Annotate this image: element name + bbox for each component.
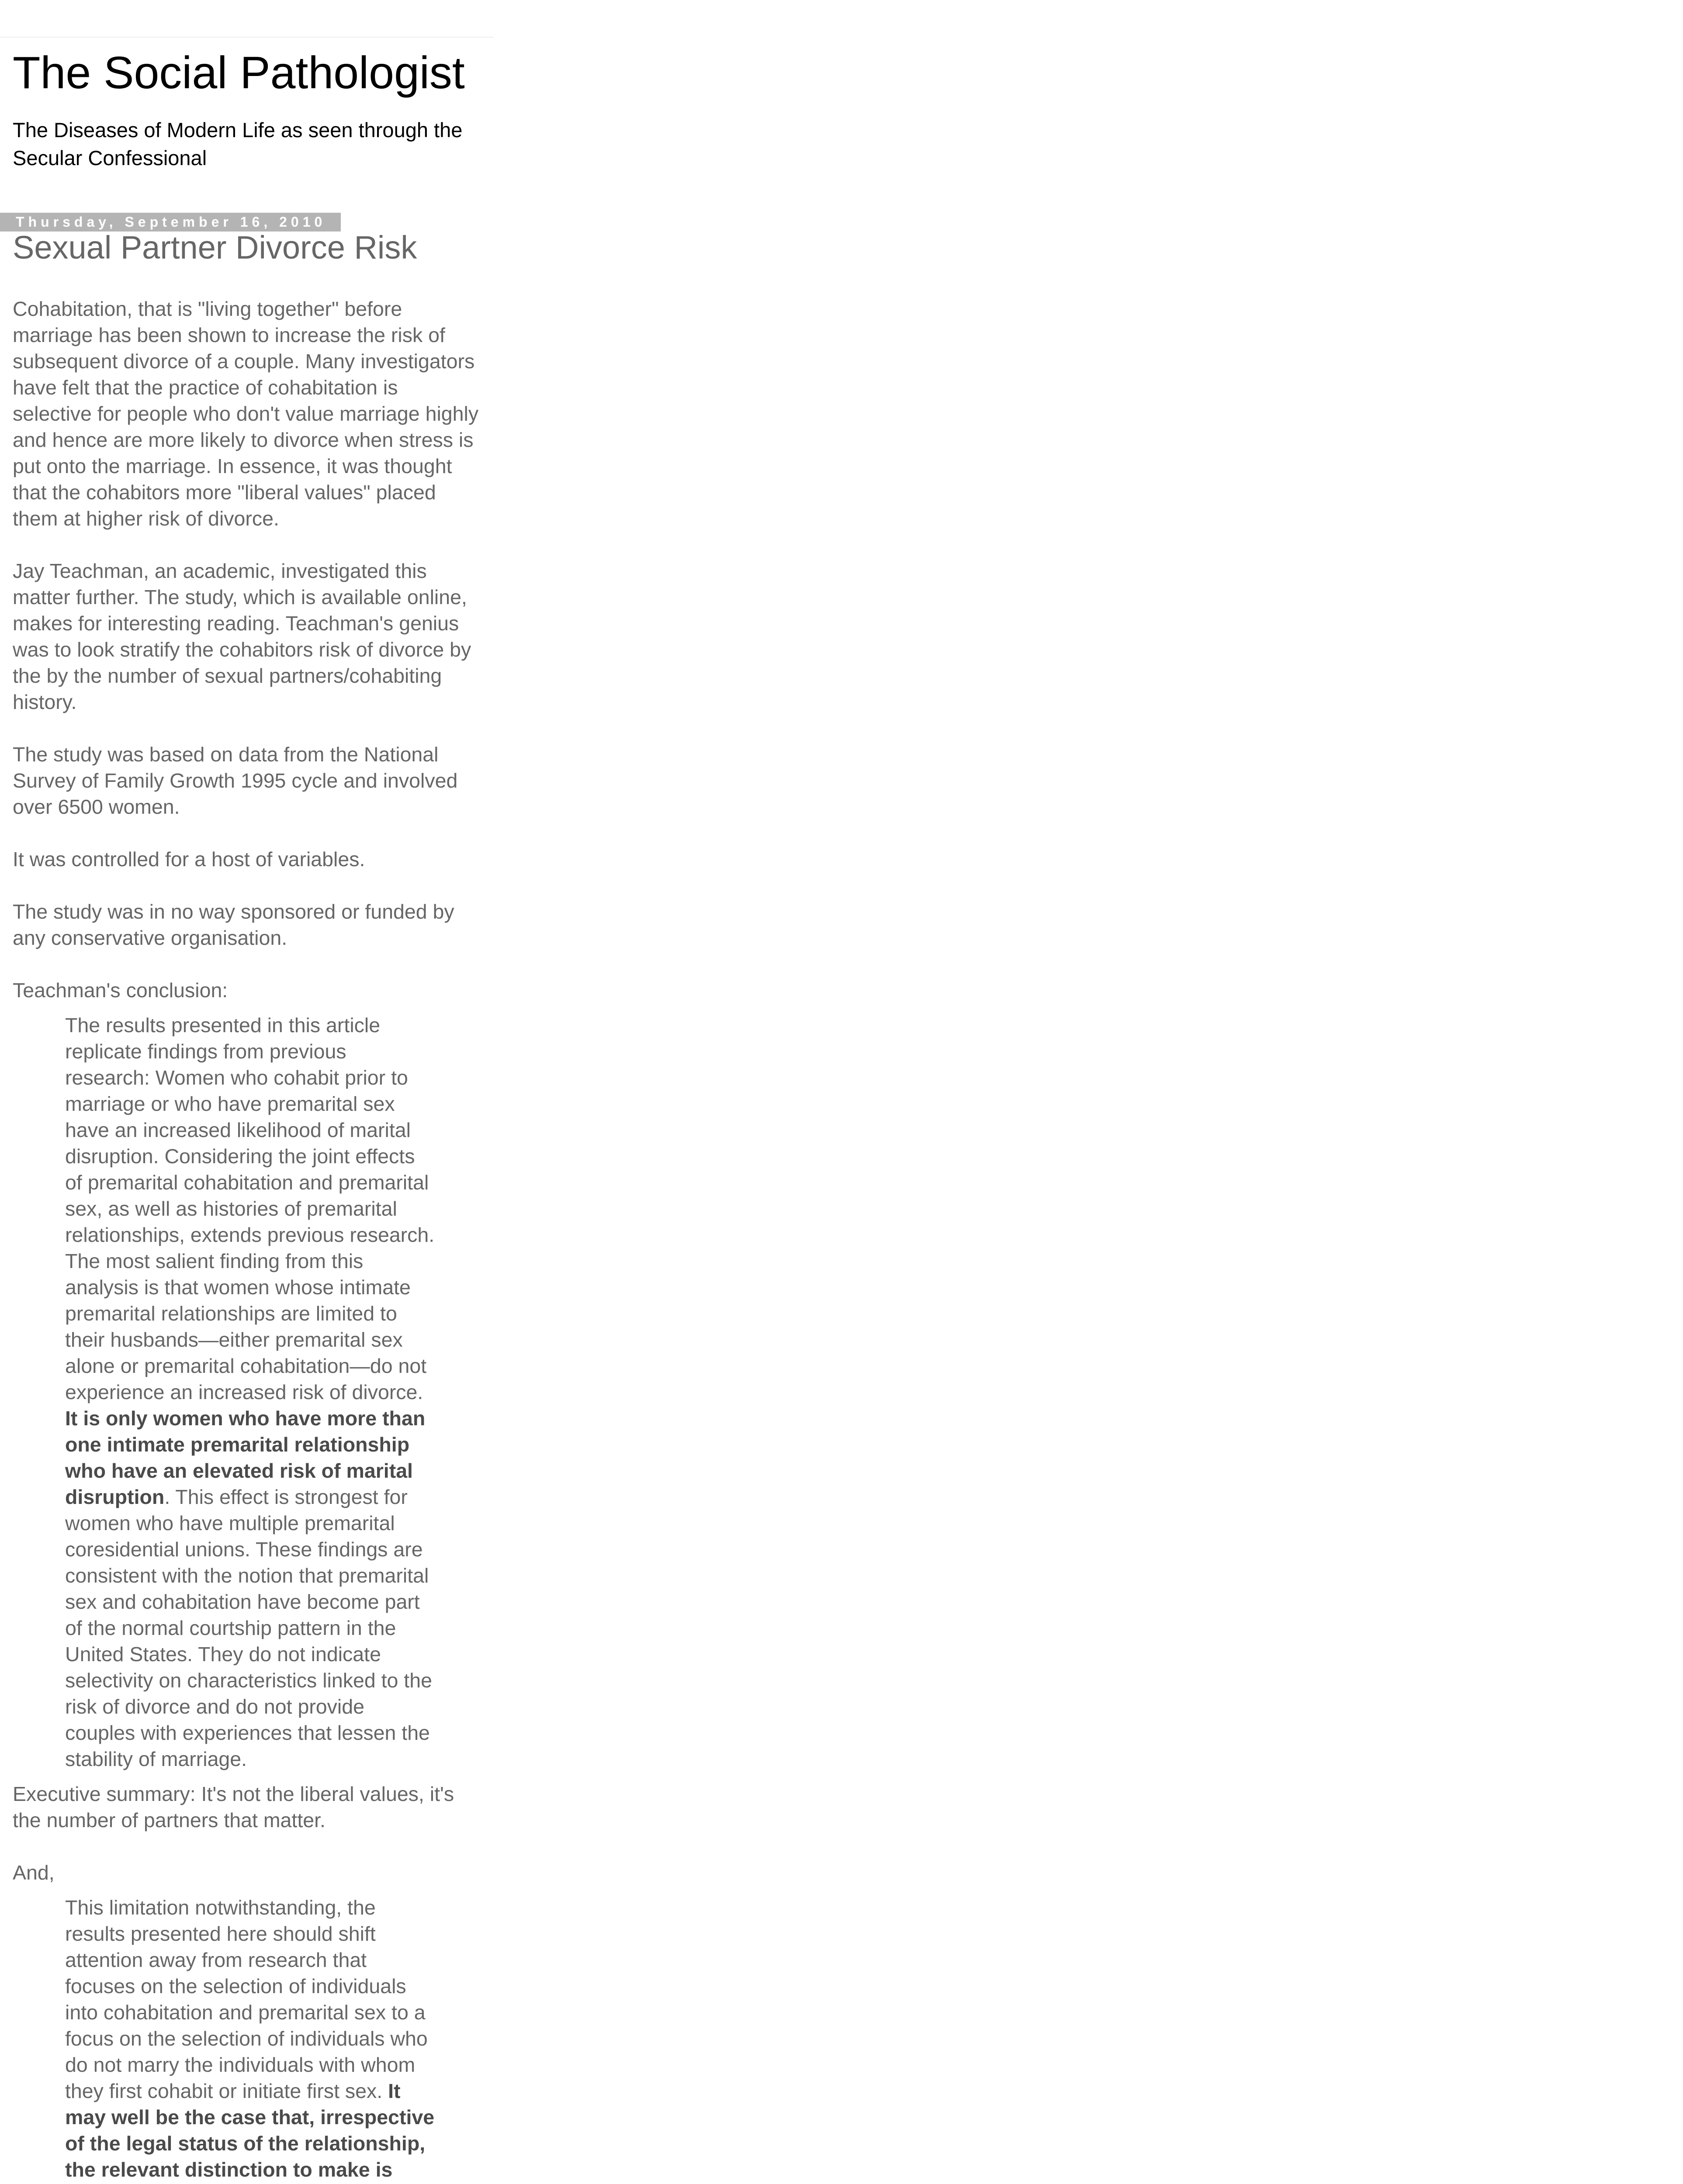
paragraph: Jay Teachman, an academic, investigated this matter further. The study, which is available online, makes for interesting reading. Teachman's genius was to look stratify the cohabitors risk of divorce by the by the number of sexual partners/cohabiting history. xyxy=(13,560,471,713)
quote-text xyxy=(65,1894,436,2184)
quote-text-a: The results presented in this article replicate findings from previous research: Women who cohabit prior to marriage or who have premarital sex have an increased likelihood of marital disruption. Considering the joint effects of premarital cohabitation and premarital sex, as well as histories of premarital relationships, extends previous research. The most salient finding from this analysis is that women whose intimate premarital relationships are limited to their husbands—either premarital sex alone or premarital cohabitation—do not experience an increased risk of divorce. xyxy=(65,1014,435,1403)
quote-text-c: . This effect is strongest for women who have multiple premarital coresidential unions. These findings are consistent with the notion that premarital sex and cohabitation have become part of the normal courtship pattern in the United States. They do not indicate selectivity on characteristics linked to the risk of divorce and do not provide couples with experiences that lessen the stability of marriage. xyxy=(65,1486,432,1770)
quote-highlight: It may well be the case that, irrespective of the legal status of the relationship, the relevant distinction to make is xyxy=(65,2080,435,2181)
quote-text xyxy=(65,1012,436,1772)
paragraph: Cohabitation, that is "living together" before marriage has been shown to increase the risk of subsequent divorce of a couple. Many investigators have felt that the practice of cohabitation is selective for people who don't value marriage highly and hence are more likely to divorce when stress is put onto the marriage. In essence, it was thought that the cohabitors more "liberal values" placed them at higher risk of divorce. xyxy=(13,297,479,530)
paragraph: Executive summary: It's not the liberal values, it's the number of partners that matter. xyxy=(13,1783,454,1832)
paragraph: It was controlled for a host of variables. xyxy=(13,848,365,871)
post-body xyxy=(13,296,480,2184)
paragraph: And, xyxy=(13,1861,55,1884)
post-date: Thursday, September 16, 2010 xyxy=(0,213,341,232)
paragraph: Teachman's conclusion: xyxy=(13,979,228,1002)
paragraph: The study was based on data from the National Survey of Family Growth 1995 cycle and involved over 6500 women. xyxy=(13,743,458,818)
post-title[interactable]: Sexual Partner Divorce Risk xyxy=(13,229,417,266)
quote-teachman-conclusion xyxy=(65,1012,436,1772)
header-divider xyxy=(0,37,494,38)
quote-teachman-limitation xyxy=(65,1894,436,2184)
blog-description: The Diseases of Modern Life as seen through the Secular Confessional xyxy=(13,118,463,169)
blog-title[interactable]: The Social Pathologist xyxy=(13,48,465,98)
paragraph: The study was in no way sponsored or funded by any conservative organisation. xyxy=(13,900,454,949)
quote-text-a: This limitation notwithstanding, the results presented here should shift attention away from research that focuses on the selection of individuals into cohabitation and premarital sex to a focus on the selection of individuals who do not marry the individuals with whom they first cohabit or initiate first sex. xyxy=(65,1896,428,2102)
quote-highlight: It is only women who have more than one intimate premarital relationship who have an elevated risk of marital disruption xyxy=(65,1407,426,1508)
